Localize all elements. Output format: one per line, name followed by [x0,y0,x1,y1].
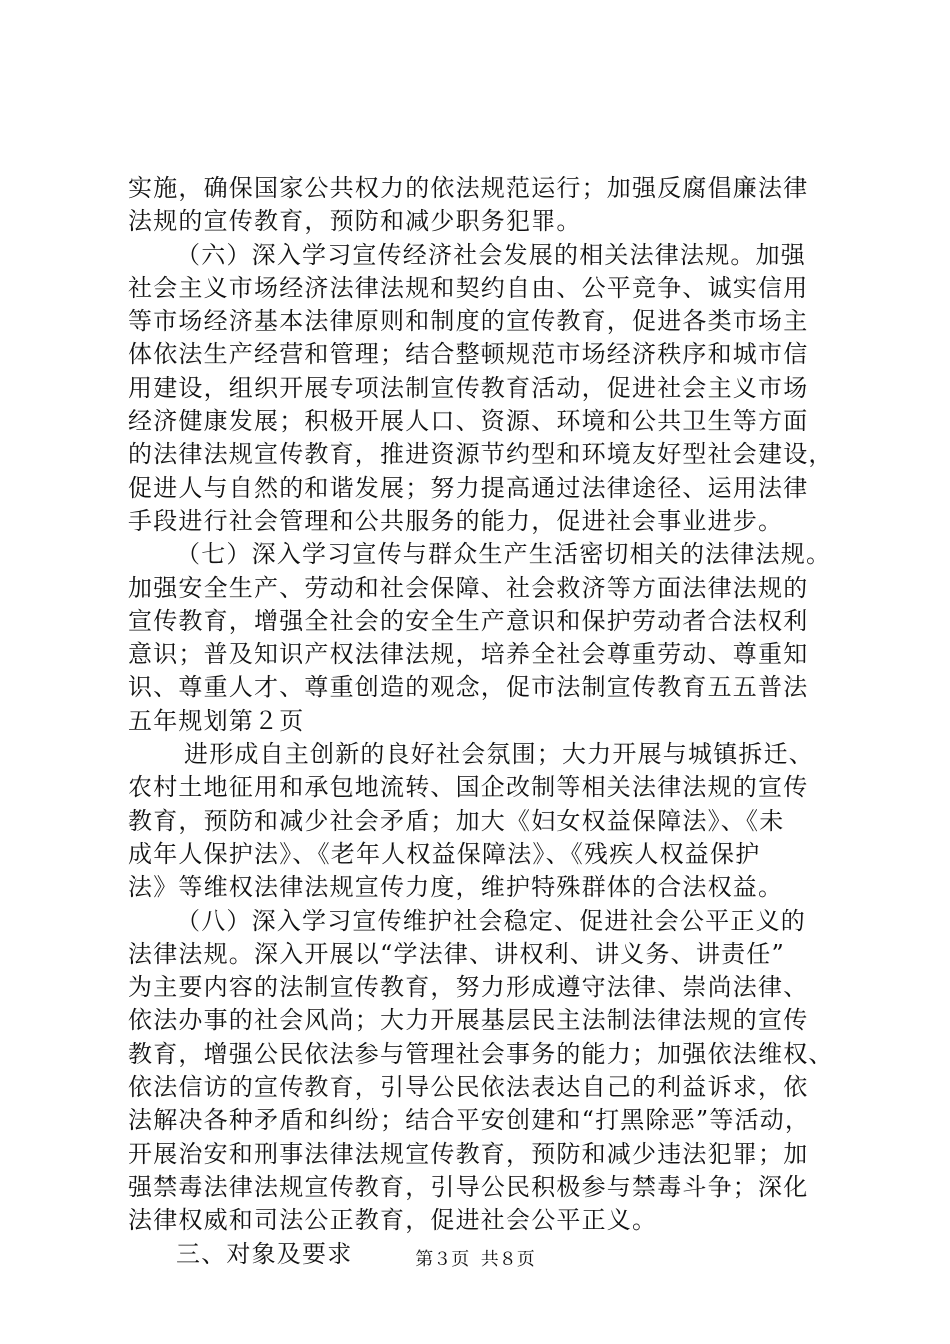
text-line: 识、尊重人才、尊重创造的观念，促市法制宣传教育五五普法 [128,673,809,702]
text-line: 法律权威和司法公正教育，促进社会公平正义。 [128,1206,658,1235]
text-line: 法解决各种矛盾和纠纷；结合平安创建和“打黑除恶”等活动， [128,1106,811,1135]
section-heading-6: （六）深入学习宣传经济社会发展的相关法律法规。加强 [176,240,806,269]
text-line: 社会主义市场经济法律法规和契约自由、公平竞争、诚实信用 [128,273,809,302]
text-line: 教育，增强公民依法参与管理社会事务的能力；加强依法维权、 [128,1039,834,1068]
text-line: 等市场经济基本法律原则和制度的宣传教育，促进各类市场主 [128,307,809,336]
text-line: 依法办事的社会风尚；大力开展基层民主法制法律法规的宣传 [128,1006,809,1035]
section-heading-7: （七）深入学习宣传与群众生产生活密切相关的法律法规。 [176,540,832,569]
text-line: 用建设，组织开展专项法制宣传教育活动，促进社会主义市场 [128,373,809,402]
text-line: 促进人与自然的和谐发展；努力提高通过法律途径、运用法律 [128,473,809,502]
text-line: 五年规划第２页 [128,706,305,735]
text-line: 法规的宣传教育，预防和减少职务犯罪。 [128,207,582,236]
text-line: 意识；普及知识产权法律法规，培养全社会尊重劳动、尊重知 [128,640,809,669]
text-line: 手段进行社会管理和公共服务的能力，促进社会事业进步。 [128,506,784,535]
text-line: 的法律法规宣传教育，推进资源节约型和环境友好型社会建设， [128,440,834,469]
text-line: 成年人保护法》、《老年人权益保障法》、《残疾人权益保护 [128,839,761,868]
text-line: 宣传教育，增强全社会的安全生产意识和保护劳动者合法权利 [128,606,809,635]
text-line: 法》等维权法律法规宣传力度，维护特殊群体的合法权益。 [128,873,784,902]
section-heading-8: （八）深入学习宣传维护社会稳定、促进社会公平正义的 [176,906,806,935]
text-line: 依法信访的宣传教育，引导公民依法表达自己的利益诉求，依 [128,1073,809,1102]
text-line: 加强安全生产、劳动和社会保障、社会救济等方面法律法规的 [128,573,809,602]
text-line: 体依法生产经营和管理；结合整顿规范市场经济秩序和城市信 [128,340,809,369]
text-line: 进形成自主创新的良好社会氛围；大力开展与城镇拆迁、 [184,740,814,769]
document-body [128,172,834,1271]
text-line: 实施，确保国家公共权力的依法规范运行；加强反腐倡廉法律 [128,174,809,202]
text-line: 教育，预防和减少社会矛盾；加大《妇女权益保障法》、《未 [128,806,785,835]
text-line: 强禁毒法律法规宣传教育，引导公民积极参与禁毒斗争；深化 [128,1172,809,1201]
text-line: 经济健康发展；积极开展人口、资源、环境和公共卫生等方面 [128,407,809,436]
text-line: 法律法规。深入开展以“学法律、讲权利、讲义务、讲责任” [128,939,785,968]
text-line: 开展治安和刑事法律法规宣传教育，预防和减少违法犯罪；加 [128,1139,809,1168]
section-heading-3: 三、对象及要求 [176,1239,353,1268]
text-line: 为主要内容的法制宣传教育，努力形成遵守法律、崇尚法律、 [128,973,809,1002]
text-line: 农村土地征用和承包地流转、国企改制等相关法律法规的宣传 [128,773,809,802]
page-number: 第３页 共８页 [415,1249,535,1270]
